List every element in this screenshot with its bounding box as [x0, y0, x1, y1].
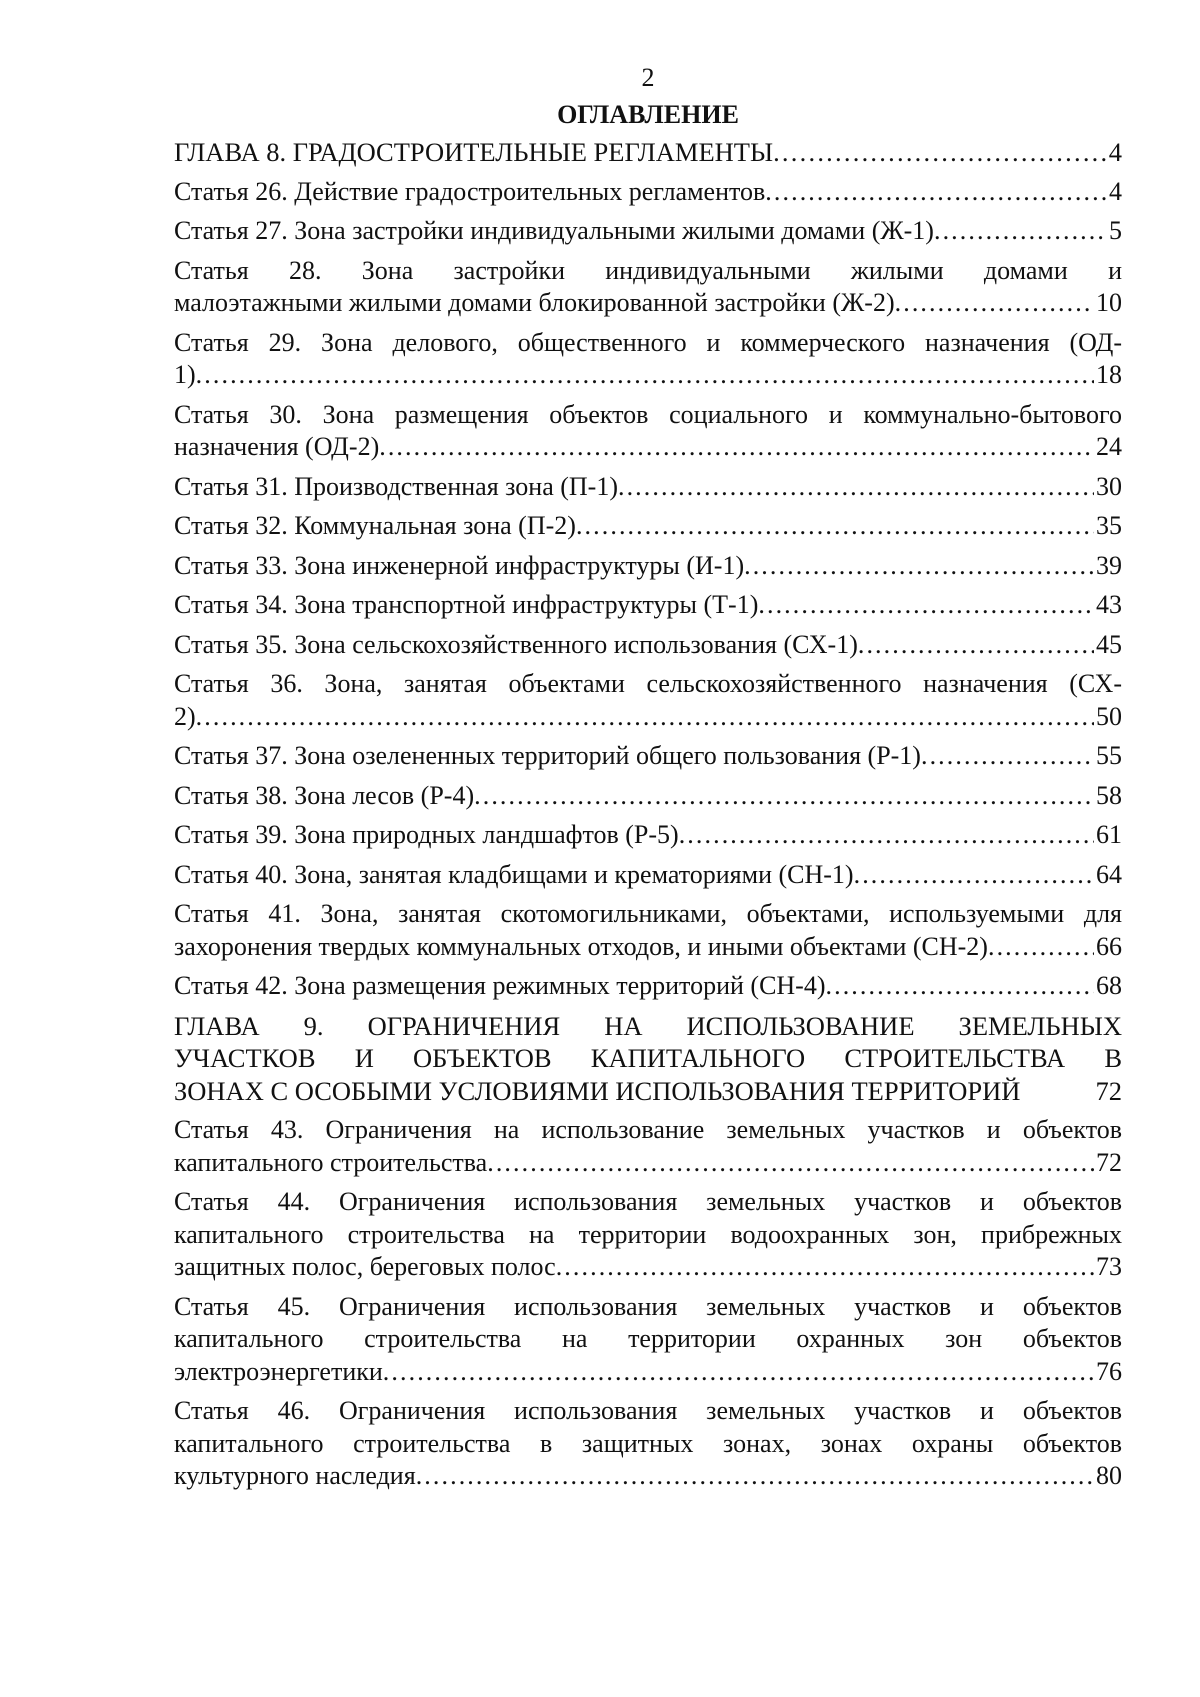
toc-dot-leader: [765, 176, 1107, 209]
toc-entry-line: Статья 43. Ограничения на использование земельных участков и объектов: [174, 1115, 1122, 1144]
toc-dot-leader: [196, 701, 1094, 734]
toc-page-number: 61: [1096, 820, 1122, 849]
toc-dot-leader: [379, 431, 1094, 464]
toc-entry-title: 2): [174, 701, 196, 731]
toc-entry-last-line: [174, 701, 1122, 734]
toc-dot-leader: [858, 629, 1094, 662]
toc-entry-last-line: [174, 819, 1122, 852]
toc-entry-last-line: [174, 359, 1122, 392]
toc-page-number: 24: [1096, 432, 1122, 461]
toc-entry-title: назначения (ОД-2): [174, 432, 380, 461]
toc-entry-title: Статья 34. Зона транспортной инфраструктуры (Т-1): [174, 590, 759, 619]
toc-entry-last-line: [174, 136, 1122, 169]
toc-page-number: 5: [1109, 216, 1122, 245]
toc-page-number: 76: [1096, 1356, 1122, 1386]
toc-page-number: 35: [1096, 511, 1122, 540]
toc-entry-last-line: [174, 176, 1122, 209]
toc-dot-leader: [744, 550, 1094, 583]
toc-dot-leader: [196, 359, 1094, 392]
toc-entry[interactable]: [174, 629, 1122, 662]
toc-entry-title: 1): [174, 360, 196, 389]
toc-entry[interactable]: [174, 510, 1122, 543]
toc-entry-title: Статья 40. Зона, занятая кладбищами и крематориями (СН-1): [174, 859, 854, 889]
toc-entry[interactable]: [174, 136, 1122, 169]
toc-entry[interactable]: [174, 550, 1122, 583]
toc-entry[interactable]: [174, 1395, 1122, 1493]
toc-dot-leader: [758, 589, 1094, 622]
toc-entry[interactable]: [174, 215, 1122, 248]
toc-entry[interactable]: [174, 819, 1122, 852]
toc-entry-title: Статья 32. Коммунальная зона (П-2): [174, 511, 576, 540]
toc-dot-leader: [826, 970, 1095, 1003]
toc-entry[interactable]: [174, 471, 1122, 504]
toc-dot-leader: [618, 471, 1094, 504]
toc-entry-line: Статья 36. Зона, занятая объектами сельскохозяйственного назначения (СХ-: [174, 669, 1122, 698]
toc-page-number: 64: [1096, 859, 1122, 889]
toc-entry[interactable]: [174, 740, 1122, 773]
toc-entry-last-line: [174, 859, 1122, 892]
toc-entry[interactable]: [174, 327, 1122, 392]
toc-dot-leader: [854, 859, 1094, 892]
toc-list: [174, 136, 1122, 1493]
document-page: [174, 60, 1122, 1500]
toc-entry-title: Статья 26. Действие градостроительных регламентов: [174, 176, 766, 206]
toc-page-number: 68: [1096, 971, 1122, 1000]
toc-title: ОГЛАВЛЕНИЕ: [557, 100, 739, 129]
toc-entry[interactable]: [174, 1010, 1122, 1108]
toc-dot-leader: [576, 510, 1094, 543]
toc-page-number: 43: [1096, 590, 1122, 619]
toc-dot-leader: [679, 819, 1094, 852]
toc-entry-last-line: [174, 1356, 1122, 1389]
toc-entry-title: электроэнергетики: [174, 1356, 383, 1386]
toc-entry-last-line: [174, 1251, 1122, 1284]
toc-entry-line: УЧАСТКОВ И ОБЪЕКТОВ КАПИТАЛЬНОГО СТРОИТЕЛЬСТВА В: [174, 1043, 1122, 1073]
toc-entry-last-line: [174, 589, 1122, 622]
toc-page-number: 50: [1096, 701, 1122, 731]
toc-entry[interactable]: [174, 176, 1122, 209]
toc-page-number: 80: [1096, 1461, 1122, 1490]
toc-page-number: 73: [1096, 1252, 1122, 1281]
toc-entry[interactable]: [174, 859, 1122, 892]
toc-entry-last-line: [174, 550, 1122, 583]
toc-entry[interactable]: [174, 970, 1122, 1003]
toc-page-number: 45: [1096, 629, 1122, 659]
toc-entry-last-line: [174, 740, 1122, 773]
toc-entry-line: Статья 44. Ограничения использования земельных участков и объектов: [174, 1187, 1122, 1216]
toc-entry[interactable]: [174, 1291, 1122, 1389]
toc-dot-leader: [773, 136, 1107, 169]
toc-entry-last-line: [174, 970, 1122, 1003]
toc-entry-title: Статья 27. Зона застройки индивидуальными жилыми домами (Ж-1): [174, 216, 934, 245]
toc-page-number: 39: [1096, 550, 1122, 580]
toc-entry-title: Статья 31. Производственная зона (П-1): [174, 471, 618, 501]
toc-dot-leader: [895, 287, 1094, 320]
toc-entry-title: культурного наследия: [174, 1461, 416, 1490]
toc-dot-leader: [988, 931, 1094, 964]
toc-entry-title: Статья 37. Зона озелененных территорий общего пользования (Р-1): [174, 741, 921, 770]
toc-entry-title: защитных полос, береговых полос: [174, 1252, 556, 1281]
toc-entry-title: ГЛАВА 8. ГРАДОСТРОИТЕЛЬНЫЕ РЕГЛАМЕНТЫ: [174, 137, 774, 167]
toc-entry-title: Статья 35. Зона сельскохозяйственного использования (СХ-1): [174, 629, 858, 659]
toc-entry-last-line: [174, 215, 1122, 248]
toc-entry-title: Статья 38. Зона лесов (Р-4): [174, 780, 475, 810]
toc-page-number: 72: [1096, 1147, 1122, 1177]
toc-entry-line: Статья 29. Зона делового, общественного и коммерческого назначения (ОД-: [174, 327, 1122, 357]
toc-page-number: 30: [1096, 471, 1122, 501]
toc-entry-line: Статья 45. Ограничения использования земельных участков и объектов: [174, 1291, 1122, 1321]
page-number: 2: [641, 63, 655, 92]
toc-entry[interactable]: [174, 1114, 1122, 1179]
toc-entry-last-line: [174, 471, 1122, 504]
toc-page-number: 72: [1095, 1075, 1122, 1106]
toc-dot-leader: [416, 1460, 1094, 1493]
toc-entry-last-line: [174, 510, 1122, 543]
toc-entry-title: захоронения твердых коммунальных отходов, и иными объектами (СН-2): [174, 931, 988, 961]
toc-dot-leader: [556, 1251, 1094, 1284]
toc-dot-leader: [383, 1356, 1094, 1389]
toc-dot-leader: [487, 1147, 1094, 1180]
toc-page-number: 58: [1096, 780, 1122, 810]
toc-entry[interactable]: [174, 668, 1122, 733]
toc-entry-last-line: [174, 1075, 1122, 1108]
toc-entry-last-line: [174, 629, 1122, 662]
toc-dot-leader: [921, 740, 1094, 773]
toc-entry-title: Статья 39. Зона природных ландшафтов (Р-5): [174, 820, 679, 849]
toc-page-number: 10: [1096, 288, 1122, 317]
toc-entry[interactable]: [174, 898, 1122, 963]
toc-entry-last-line: [174, 1147, 1122, 1180]
toc-entry[interactable]: [174, 255, 1122, 320]
toc-entry-line: Статья 28. Зона застройки индивидуальными жилыми домами и: [174, 255, 1122, 285]
toc-entry-line: Статья 30. Зона размещения объектов социального и коммунально-бытового: [174, 399, 1122, 429]
toc-entry-title: Статья 42. Зона размещения режимных территорий (СН-4): [174, 971, 826, 1000]
toc-entry-line: Статья 46. Ограничения использования земельных участков и объектов: [174, 1396, 1122, 1425]
toc-entry-title: малоэтажными жилыми домами блокированной застройки (Ж-2): [174, 288, 895, 317]
toc-entry-title: Статья 33. Зона инженерной инфраструктуры (И-1): [174, 550, 745, 580]
toc-entry-line: капитального строительства на территории охранных зон объектов: [174, 1324, 1122, 1353]
toc-entry-last-line: [174, 431, 1122, 464]
toc-entry-last-line: [174, 1460, 1122, 1493]
toc-entry-last-line: [174, 287, 1122, 320]
toc-entry-line: ГЛАВА 9. ОГРАНИЧЕНИЯ НА ИСПОЛЬЗОВАНИЕ ЗЕМЕЛЬНЫХ: [174, 1010, 1122, 1041]
toc-dot-leader: [934, 215, 1107, 248]
toc-entry-title: капитального строительства: [174, 1147, 488, 1177]
toc-page-number: 66: [1096, 931, 1122, 961]
toc-entry-last-line: [174, 780, 1122, 813]
toc-page-number: 4: [1108, 137, 1122, 167]
toc-entry-last-line: [174, 931, 1122, 964]
toc-dot-leader: [474, 780, 1094, 813]
toc-entry-line: капитального строительства в защитных зонах, зонах охраны объектов: [174, 1428, 1122, 1458]
toc-page-number: 18: [1096, 360, 1122, 389]
toc-entry[interactable]: [174, 1186, 1122, 1284]
toc-page-number: 55: [1096, 741, 1122, 770]
toc-entry-line: капитального строительства на территории водоохранных зон, прибрежных: [174, 1219, 1122, 1249]
toc-entry[interactable]: [174, 780, 1122, 813]
toc-page-number: 4: [1109, 176, 1122, 206]
toc-entry[interactable]: [174, 589, 1122, 622]
toc-entry[interactable]: [174, 399, 1122, 464]
toc-entry-title: ЗОНАХ С ОСОБЫМИ УСЛОВИЯМИ ИСПОЛЬЗОВАНИЯ ТЕРРИТОРИЙ: [174, 1075, 1021, 1106]
toc-entry-line: Статья 41. Зона, занятая скотомогильниками, объектами, используемыми для: [174, 899, 1122, 928]
